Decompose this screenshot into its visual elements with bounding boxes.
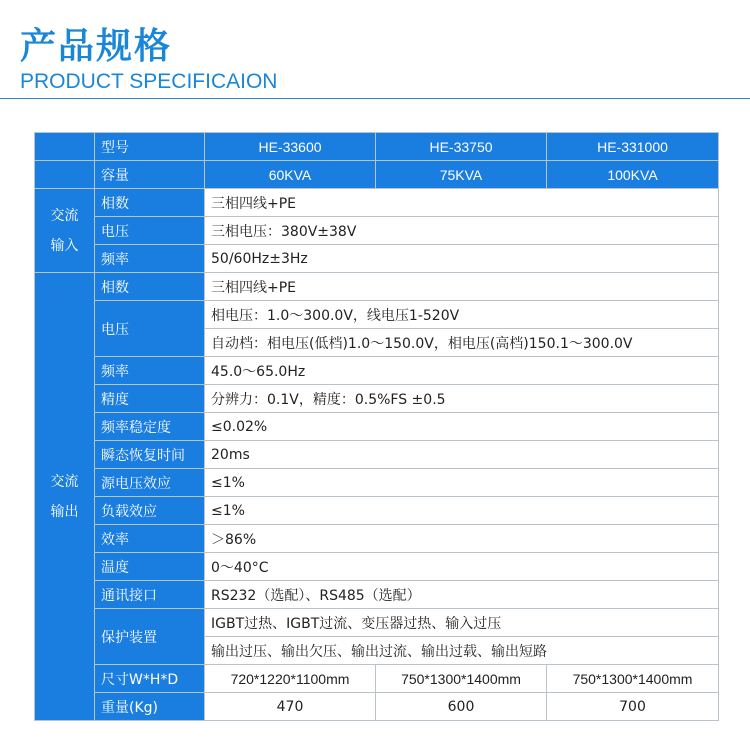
table-row xyxy=(35,413,719,441)
table-row xyxy=(35,245,719,273)
row-label: 频率 xyxy=(95,245,205,273)
row-value: 50/60Hz±3Hz xyxy=(205,245,719,273)
table-row-model xyxy=(35,133,719,161)
table-row xyxy=(35,301,719,329)
size-value-3: 750*1300*1400mm xyxy=(547,665,719,693)
row-label: 频率 xyxy=(95,357,205,385)
group-label-line: 输入 xyxy=(50,237,79,254)
row-value: ＞86% xyxy=(205,525,719,553)
table-row xyxy=(35,385,719,413)
table-row xyxy=(35,217,719,245)
row-label: 频率稳定度 xyxy=(95,413,205,441)
table-row xyxy=(35,553,719,581)
row-value: 45.0～65.0Hz xyxy=(205,357,719,385)
group-label-line: 输出 xyxy=(50,503,79,520)
row-value: ≤1% xyxy=(205,497,719,525)
weight-value-1: 470 xyxy=(205,693,376,721)
title-divider xyxy=(0,98,750,99)
group-label-line: 交流 xyxy=(50,207,79,224)
spec-table xyxy=(34,132,719,721)
table-row xyxy=(35,693,719,721)
row-note: 自动档：相电压(低档)1.0～150.0V，相电压(高档)150.1～300.0V xyxy=(205,329,719,357)
row-value: 20ms xyxy=(205,441,719,469)
weight-value-2: 600 xyxy=(376,693,547,721)
corner-cell xyxy=(35,161,95,189)
row-value: 分辨力：0.1V，精度：0.5%FS ±0.5 xyxy=(205,385,719,413)
row-label: 相数 xyxy=(95,189,205,217)
row-value: 三相四线+PE xyxy=(205,273,719,301)
row-label: 负载效应 xyxy=(95,497,205,525)
table-row xyxy=(35,357,719,385)
capacity-2: 75KVA xyxy=(376,161,547,189)
size-value-1: 720*1220*1100mm xyxy=(205,665,376,693)
size-value-2: 750*1300*1400mm xyxy=(376,665,547,693)
row-value: IGBT过热、IGBT过流、变压器过热、输入过压 xyxy=(205,609,719,637)
weight-value-3: 700 xyxy=(547,693,719,721)
row-label: 重量(Kg) xyxy=(95,693,205,721)
table-row xyxy=(35,665,719,693)
page-subtitle: PRODUCT SPECIFICAION xyxy=(20,70,278,93)
table-row xyxy=(35,497,719,525)
row-label: 通讯接口 xyxy=(95,581,205,609)
group-ac-input xyxy=(35,189,95,273)
row-label: 保护装置 xyxy=(95,609,205,665)
table-row xyxy=(35,581,719,609)
table-row xyxy=(35,273,719,301)
row-value: 0～40°C xyxy=(205,553,719,581)
row-label: 电压 xyxy=(95,301,205,357)
row-value: ≤1% xyxy=(205,469,719,497)
row-label: 尺寸W*H*D xyxy=(95,665,205,693)
group-ac-output xyxy=(35,273,95,721)
row-label: 效率 xyxy=(95,525,205,553)
row-value: 三相电压：380V±38V xyxy=(205,217,719,245)
row-label: 精度 xyxy=(95,385,205,413)
capacity-label: 容量 xyxy=(95,161,205,189)
model-1: HE-33600 xyxy=(205,133,376,161)
page-title: 产品规格 xyxy=(20,26,173,67)
table-row-capacity xyxy=(35,161,719,189)
row-label: 温度 xyxy=(95,553,205,581)
row-label: 电压 xyxy=(95,217,205,245)
model-label: 型号 xyxy=(95,133,205,161)
row-value: RS232（选配）、RS485（选配） xyxy=(205,581,719,609)
table-row xyxy=(35,609,719,637)
row-value: 三相四线+PE xyxy=(205,189,719,217)
row-value: 相电压：1.0～300.0V，线电压1-520V xyxy=(205,301,719,329)
table-row xyxy=(35,525,719,553)
model-3: HE-331000 xyxy=(547,133,719,161)
row-value: ≤0.02% xyxy=(205,413,719,441)
corner-cell xyxy=(35,133,95,161)
model-2: HE-33750 xyxy=(376,133,547,161)
row-label: 相数 xyxy=(95,273,205,301)
row-value: 输出过压、输出欠压、输出过流、输出过载、输出短路 xyxy=(205,637,719,665)
row-label: 源电压效应 xyxy=(95,469,205,497)
table-row xyxy=(35,469,719,497)
group-label-line: 交流 xyxy=(50,473,79,490)
row-label: 瞬态恢复时间 xyxy=(95,441,205,469)
capacity-1: 60KVA xyxy=(205,161,376,189)
capacity-3: 100KVA xyxy=(547,161,719,189)
table-row xyxy=(35,441,719,469)
table-row xyxy=(35,189,719,217)
